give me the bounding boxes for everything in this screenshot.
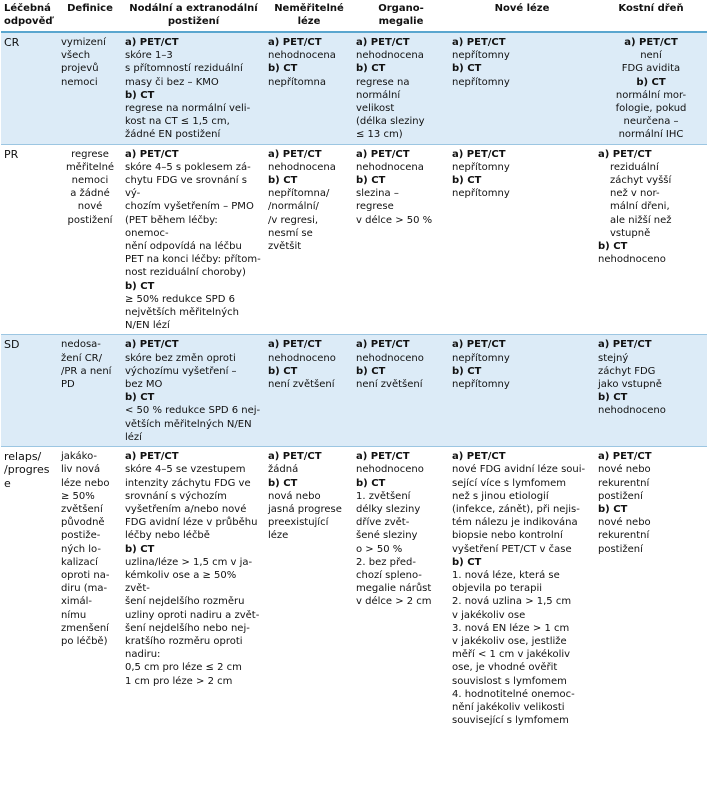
header-response: Léčebná odpověď: [1, 0, 58, 32]
ct-text: nepřítomny: [452, 76, 510, 88]
pet-text: skóre 1–3 s přítomností reziduální masy či bez – KMO: [125, 50, 243, 88]
pet-label: a) PET/CT: [452, 148, 506, 160]
ct-label: b) CT: [598, 392, 628, 404]
pet-text: nepřítomny: [452, 161, 510, 173]
header-new-lesions: Nové léze: [449, 0, 595, 32]
pet-text: nové nebo rekurentní postižení: [598, 464, 651, 502]
pet-label: a) PET/CT: [268, 148, 322, 160]
ct-label: b) CT: [452, 63, 482, 75]
ct-label: b) CT: [356, 175, 386, 187]
ct-text: nehodnoceno: [598, 405, 666, 417]
table-row: [1, 447, 707, 730]
ct-text: není zvětšení: [268, 379, 335, 391]
ct-label: b) CT: [452, 365, 482, 377]
pet-text: nehodnocena: [268, 161, 336, 173]
nodal-cell: [122, 335, 265, 447]
pet-text: nehodnocena: [268, 50, 336, 62]
pet-label: a) PET/CT: [125, 37, 179, 48]
ct-text: slezina – regrese v délce > 50 %: [356, 188, 433, 226]
ct-label: b) CT: [356, 477, 386, 489]
ct-text: nepřítomna: [268, 76, 326, 88]
organomegaly-cell: [353, 335, 449, 447]
nodal-cell: [122, 447, 265, 730]
ct-text: není zvětšení: [356, 379, 423, 391]
table-row: [1, 335, 707, 447]
ct-label: b) CT: [268, 175, 298, 187]
nonmeasurable-cell: [265, 447, 353, 730]
pet-text: nehodnoceno: [268, 352, 336, 364]
definition-cell: nedosa- žení CR/ /PR a není PD: [58, 335, 122, 447]
table-row: [1, 32, 707, 144]
nonmeasurable-cell: [265, 32, 353, 144]
pet-text: skóre 4–5 se vzestupem intenzity záchytu FDG ve srovnání s výchozím vyšetřením a/nebo nové FDG avidní léze v průběhu léčby nebo léčbě: [125, 464, 258, 542]
new-lesions-cell: [449, 335, 595, 447]
header-row: [1, 0, 707, 32]
pet-label: a) PET/CT: [268, 37, 322, 48]
ct-label: b) CT: [452, 175, 482, 187]
ct-text: regrese na normální veli- kost na CT ≤ 1,5 cm, žádné EN postižení: [125, 103, 251, 141]
new-lesions-cell: [449, 32, 595, 144]
ct-text: uzlina/léze > 1,5 cm v ja- kémkoliv ose a ≥ 50% zvět- šení nejdelšího rozměru uzliny oproti nadiru a zvět- šení nejdelšího nebo nej- kratšího rozměru oproti nadiru: 0,5 cm pro léze ≤ 2 cm 1 cm pro léze > 2 cm: [125, 556, 260, 687]
pet-text: nehodnocena: [356, 161, 424, 173]
ct-label: b) CT: [356, 63, 386, 75]
pet-text: nepřítomny: [452, 50, 510, 62]
ct-label: b) CT: [125, 89, 155, 101]
nonmeasurable-cell: [265, 144, 353, 335]
pet-label: a) PET/CT: [452, 339, 506, 351]
pet-label: a) PET/CT: [598, 339, 652, 351]
ct-label: b) CT: [452, 556, 482, 568]
pet-label: a) PET/CT: [268, 451, 322, 463]
pet-label: a) PET/CT: [125, 339, 179, 351]
bone-marrow-cell: [595, 144, 707, 335]
ct-label: b) CT: [268, 365, 298, 377]
ct-text: ≥ 50% redukce SPD 6 největších měřitelných N/EN lézí: [125, 293, 239, 332]
ct-text: regrese na normální velikost (délka sleziny ≤ 13 cm): [356, 76, 425, 141]
pet-label: a) PET/CT: [125, 148, 179, 160]
pet-label: a) PET/CT: [356, 37, 410, 48]
bone-marrow-cell: [595, 32, 707, 144]
bone-marrow-cell: [595, 447, 707, 730]
definition-cell: vymizení všech projevů nemoci: [58, 32, 122, 144]
ct-text: 1. nová léze, která se objevila po terapii 2. nová uzlina > 1,5 cm v jakékoliv ose 3. nová EN léze > 1 cm v jakékoliv ose, jestliže měří < 1 cm v jakékoliv ose, je vhodné ověřit souvislost s lymfomem 4. hodnotitelné onemoc- nění jakékoliv velikosti související s lymfomem: [452, 569, 575, 727]
nonmeasurable-cell: [265, 335, 353, 447]
response-cell: relaps/ /progrese: [4, 450, 50, 490]
bone-marrow-cell: [595, 335, 707, 447]
pet-text: skóre 4–5 s poklesem zá- chytu FDG ve srovnání s vý- chozím vyšetřením – PMO (PET během léčby: onemoc- nění odpovídá na léčbu PET na konci léčby: přítom- nost reziduální choroby): [125, 161, 261, 279]
pet-label: a) PET/CT: [356, 451, 410, 463]
header-definition: Definice: [58, 0, 122, 32]
ct-label: b) CT: [268, 63, 298, 75]
pet-text: nové FDG avidní léze soui- sející více s lymfomem než s jinou etiologií (infekce, zánět), při nejis- tém nálezu je indikována biopsie nebo kontrolní vyšetření PET/CT v čase: [452, 464, 586, 555]
ct-text: nepřítomny: [452, 188, 510, 200]
pet-text: nepřítomny: [452, 352, 510, 364]
pet-text: skóre bez změn oproti výchozímu vyšetření – bez MO: [125, 352, 237, 391]
pet-label: a) PET/CT: [452, 451, 506, 463]
header-organomegaly: Organo- megalie: [353, 0, 449, 32]
ct-label: b) CT: [598, 241, 628, 253]
new-lesions-cell: [449, 447, 595, 730]
pet-text: stejný záchyt FDG jako vstupně: [598, 352, 662, 391]
organomegaly-cell: [353, 144, 449, 335]
pet-text: není FDG avidita: [621, 50, 681, 75]
response-cell: PR: [1, 144, 58, 335]
pet-text: reziduální záchyt vyšší než v nor- mální dřeni, ale nižší než vstupně: [610, 161, 672, 239]
table-row: [1, 144, 707, 335]
ct-label: b) CT: [125, 392, 155, 404]
ct-label: b) CT: [636, 76, 666, 88]
header-nodal: Nodální a extranodální postižení: [122, 0, 265, 32]
pet-label: a) PET/CT: [452, 37, 506, 48]
pet-label: a) PET/CT: [598, 148, 652, 160]
ct-text: < 50 % redukce SPD 6 nej- větších měřitelných N/EN lézí: [125, 405, 261, 443]
pet-text: nehodnoceno: [356, 464, 424, 476]
ct-label: b) CT: [125, 280, 155, 292]
response-criteria-table: [1, 0, 707, 729]
nodal-cell: [122, 144, 265, 335]
ct-text: normální mor- fologie, pokud neurčena – normální IHC: [615, 89, 687, 141]
ct-text: 1. zvětšení délky sleziny dříve zvět- šené sleziny o > 50 % 2. bez před- chozí spleno- megalie nárůst v délce > 2 cm: [356, 490, 432, 608]
pet-label: a) PET/CT: [268, 339, 322, 351]
ct-text: nehodnoceno: [598, 254, 666, 266]
response-cell: SD: [1, 335, 58, 447]
header-nonmeasurable: Neměřitelné léze: [265, 0, 353, 32]
organomegaly-cell: [353, 447, 449, 730]
pet-label: a) PET/CT: [624, 37, 678, 48]
pet-label: a) PET/CT: [356, 148, 410, 160]
pet-text: nehodnoceno: [356, 352, 424, 364]
pet-label: a) PET/CT: [598, 451, 652, 463]
ct-label: b) CT: [598, 503, 628, 515]
definition-cell: jakáko- liv nová léze nebo ≥ 50% zvětšení původně postiže- ných lo- kalizací oproti na- diru (ma- ximál- nímu zmenšení po léčbě): [61, 451, 110, 647]
ct-text: nová nebo jasná progrese preexistující léze: [268, 490, 342, 542]
header-bone-marrow: Kostní dřeň: [595, 0, 707, 32]
ct-label: b) CT: [356, 365, 386, 377]
pet-label: a) PET/CT: [125, 451, 179, 463]
pet-text: nehodnocena: [356, 50, 424, 62]
definition-cell: regrese měřitelné nemoci a žádné nové postižení: [58, 144, 122, 335]
ct-text: nové nebo rekurentní postižení: [598, 517, 651, 555]
ct-text: nepřítomna/ /normální/ /v regresi, nesmí se zvětšit: [268, 188, 330, 253]
new-lesions-cell: [449, 144, 595, 335]
ct-text: nepřítomny: [452, 379, 510, 391]
pet-text: žádná: [268, 464, 299, 476]
organomegaly-cell: [353, 32, 449, 144]
pet-label: a) PET/CT: [356, 339, 410, 351]
ct-label: b) CT: [268, 477, 298, 489]
response-cell: CR: [1, 32, 58, 144]
ct-label: b) CT: [125, 543, 155, 555]
nodal-cell: [122, 32, 265, 144]
